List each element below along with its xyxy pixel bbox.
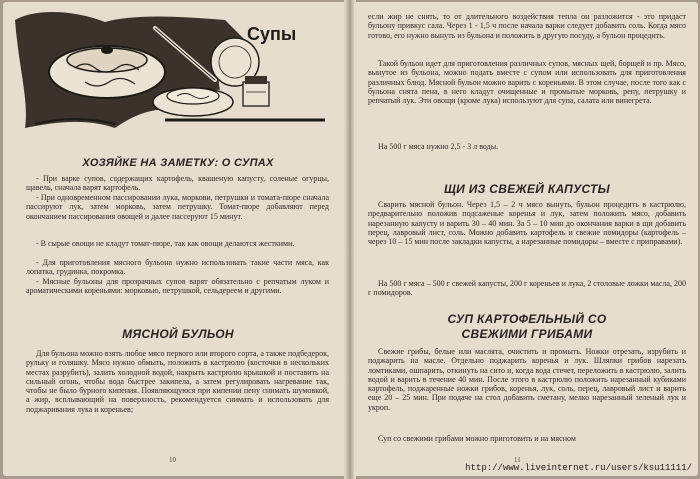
left-page [3,2,346,476]
broth-continued-paragraph: если жир не снять, то от длительного воздействия тепла он разложится - это придаст бульону привкус сала. Через 1 - 1,5 ч после начала варки следует добавить соль. Когда мясо готово, его нужно вынуть из бульона и положить в другую посуду, а бульон процедить. [368,12,686,40]
broth-usage-paragraph: Такой бульон идет для приготовления различных супов, мясных щей, борщей и пр. Мясо, вынутое из бульона, можно подать вместе с супом или использовать для приготовления различных блюд. Мясной бульон можно варить с кореньями. В этом случае, после того как с бульона снята пена, в него кладут очищенные и промытые морковь, репу, петрушку и репчатый лук. Эти овощи (кроме лука) используют для супа, салата или винегрета. [368,59,686,106]
shchi-paragraph: Сварить мясной бульон. Через 1,5 – 2 ч мясо вынуть, бульон процедить в кастрюлю, предварительно положив подсаженые коренья и лук, затем положить мясо, добавить нарезанную капусту и варить 30 – 40 мин. За 5 – 10 мин до окончания варки в щи добавить перец, лавровый лист, соль. Можно добавить картофель и свежие помидоры (картофель – через 10 – 15 мин после закладки капусты, а нарезанные помидоры – вместе с приправами). [368,200,686,247]
tip-paragraph: - Для приготовления мясного бульона нужно использовать такие части мяса, как лопатка, грудинка, покромка. [26,258,329,277]
broth-ratio-line: На 500 г мяса нужно 2,5 - 3 л воды. [378,142,499,151]
tip-paragraph: - При варке супов, содержащих картофель, квашеную капусту, соленые огурцы, щавель, сначала варят картофель. [26,174,329,193]
tip-paragraph: - В сырые овощи не кладут томат-пюре, так как овощи делаются жесткими. [36,239,295,248]
right-page [354,2,698,476]
potato-paragraph: Свежие грибы, белые или маслята, очистить и промыть. Ножки отрезать, изрубить и поджарить на масле. Отдельно поджарить коренья и лук. Шляпки грибов нарезать ломтиками, ошпарить, откинуть на сито и, когда вода стечет, переложить в кастрюлю, залить водой и варить в течение 40 мин. После этого в кастрюлю положить нарезанный кубиками картофель, поджаренные ножки грибов, коренья, лук, соль, перец, лавровый лист и варить еще 20 – 25 мин. При подаче на стол добавить сметану, мелко нарезанный зеленый лук и укроп. [368,347,686,412]
tip-paragraph: - При одновременном пассировании лука, моркови, петрушки и томата-пюре сначала пассируют лук, затем морковь, затем петрушку. Томат-пюре добавляют перед окончанием пассирования овощей и далее пассеруют 15 минут. [26,193,329,221]
source-watermark: http://www.liveinternet.ru/users/ksu11111/ [465,463,692,473]
broth-heading: МЯСНОЙ БУЛЬОН [122,327,234,341]
chapter-title: Супы [247,24,297,44]
potato-extra-line: Суп со свежими грибами можно приготовить и на мясном [378,434,576,443]
shchi-ratio-paragraph: На 500 г мяса – 500 г свежей капусты, 200 г кореньев и лука, 2 столовые ложки масла, 200 г помидоров. [368,279,686,298]
tip-paragraph: - Мясные бульоны для прозрачных супов варят обязательно с репчатым луком и ароматическими кореньями: морковью, петрушкой, сельдереем и другими. [26,277,329,296]
broth-paragraph: Для бульона можно взять любое мясо первого или второго сорта, а также подбедерок, рульку и голяшку. Мясо нужно обмыть, положить в кастрюлю (косточки в нескольких местах разрубить), залить холодной водой, накрыть кастрюлю крышкой и поставить на сильный огонь, чтобы вода быстрее закипела, а затем регулировать нагревание так, чтобы не было бурного кипения. Появляющуюся при кипении пену снимать шумовкой, а жир, всплывающий на поверхность, рекомендуется снимать и использовать для поджаривания лука и кореньев; [26,349,329,414]
page-number-right: 11 [514,456,521,464]
potato-heading-line2: СВЕЖИМИ ГРИБАМИ [461,327,593,341]
shchi-heading: ЩИ ИЗ СВЕЖЕЙ КАПУСТЫ [444,182,610,196]
page-number-left: 10 [169,456,176,464]
potato-heading-line1: СУП КАРТОФЕЛЬНЫЙ СО [447,312,607,326]
tip-heading: ХОЗЯЙКЕ НА ЗАМЕТКУ: О СУПАХ [82,157,274,169]
